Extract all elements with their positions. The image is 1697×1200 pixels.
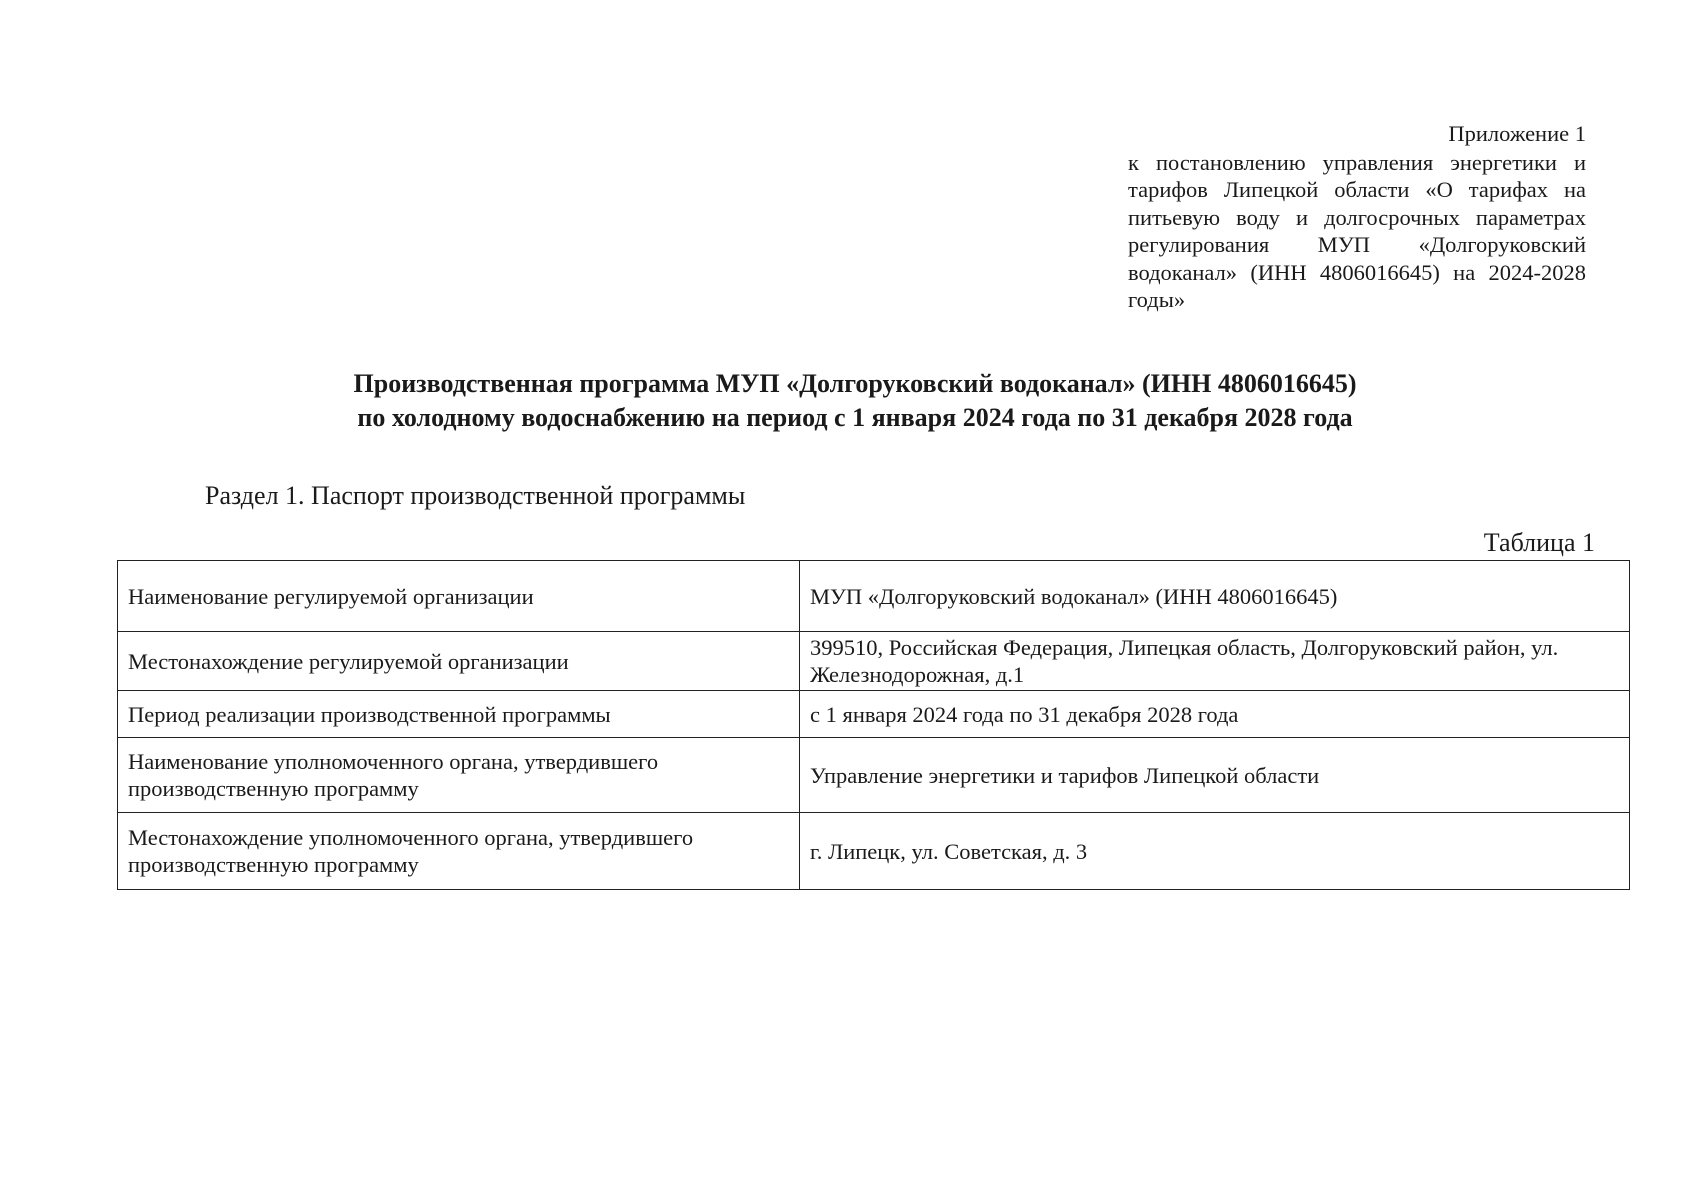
table-row xyxy=(118,813,1630,890)
row-value: МУП «Долгоруковский водоканал» (ИНН 4806016645) xyxy=(800,561,1630,632)
appendix-header xyxy=(1128,120,1586,314)
row-value: с 1 января 2024 года по 31 декабря 2028 года xyxy=(800,691,1630,738)
document-title-line-1: Производственная программа МУП «Долгоруковский водоканал» (ИНН 4806016645) xyxy=(353,369,1357,398)
row-value: г. Липецк, ул. Советская, д. 3 xyxy=(800,813,1630,890)
appendix-title: Приложение 1 xyxy=(1448,121,1586,146)
table-label: Таблица 1 xyxy=(1483,528,1595,557)
row-label: Наименование регулируемой организации xyxy=(118,561,800,632)
row-value: 399510, Российская Федерация, Липецкая область, Долгоруковский район, ул. Железнодорожная, д.1 xyxy=(800,632,1630,691)
table-row xyxy=(118,561,1630,632)
row-label: Период реализации производственной программы xyxy=(118,691,800,738)
appendix-reference: к постановлению управления энергетики и тарифов Липецкой области «О тарифах на питьевую воду и долгосрочных параметрах регулирования МУП «Долгоруковский водоканал» (ИНН 4806016645) на 2024-2028 годы» xyxy=(1128,149,1586,312)
section-title: Раздел 1. Паспорт производственной программы xyxy=(205,481,746,510)
row-label: Местонахождение регулируемой организации xyxy=(118,632,800,691)
row-label: Наименование уполномоченного органа, утвердившего производственную программу xyxy=(118,738,800,813)
table-row xyxy=(118,738,1630,813)
row-label: Местонахождение уполномоченного органа, утвердившего производственную программу xyxy=(118,813,800,890)
document-title-line-2: по холодному водоснабжению на период с 1 января 2024 года по 31 декабря 2028 года xyxy=(357,403,1353,432)
row-value: Управление энергетики и тарифов Липецкой области xyxy=(800,738,1630,813)
document-title xyxy=(0,367,1697,435)
table-row xyxy=(118,632,1630,691)
passport-table xyxy=(117,560,1630,890)
table-row xyxy=(118,691,1630,738)
